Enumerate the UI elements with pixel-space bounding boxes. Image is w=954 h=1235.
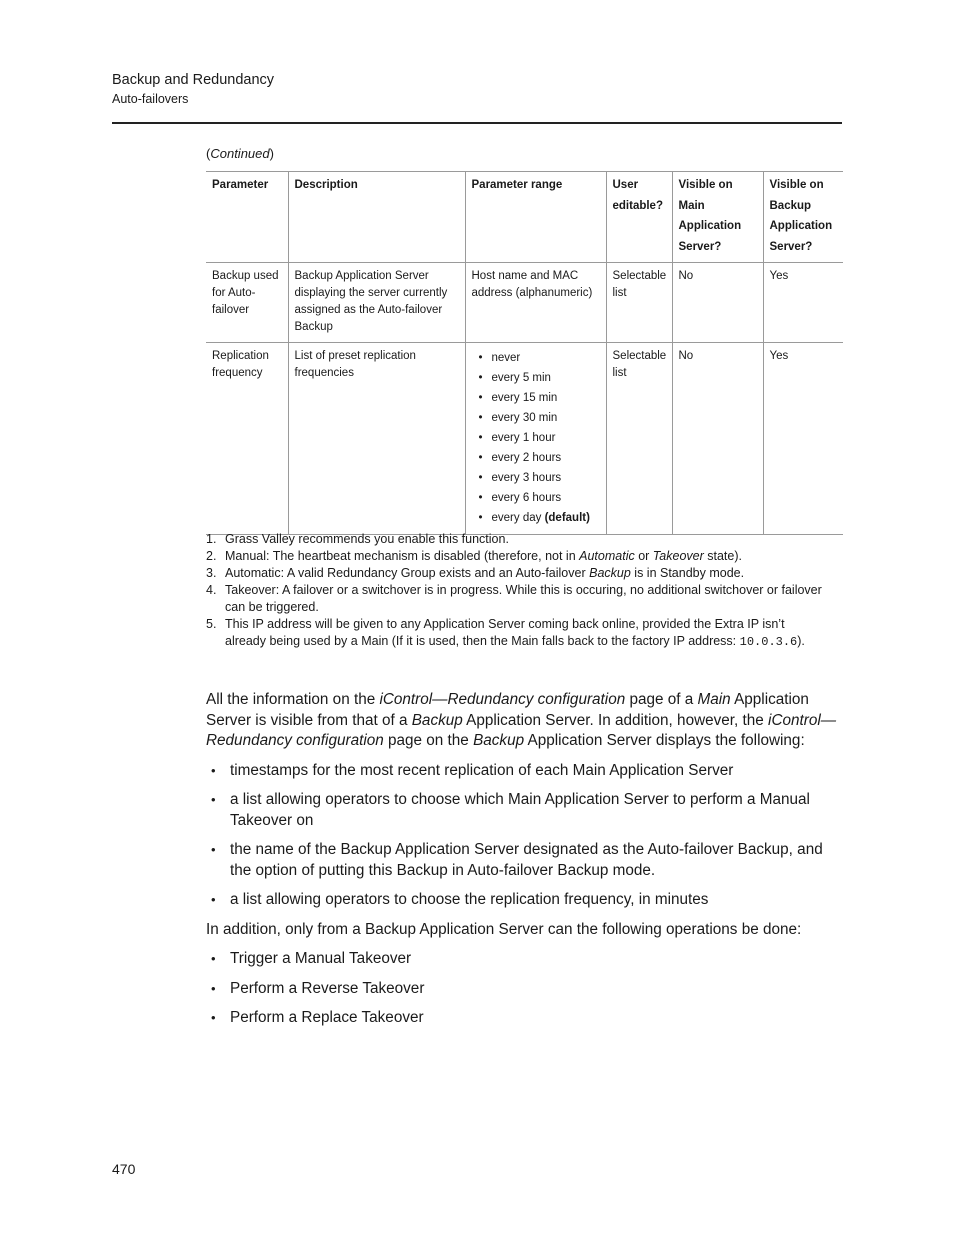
header-rule bbox=[112, 122, 842, 124]
backup-operations-list bbox=[206, 949, 846, 1029]
list-item: • a list allowing operators to choose which Main Application Server to perform a Manual Takeover on bbox=[206, 790, 846, 831]
table-row bbox=[206, 343, 843, 535]
table-header-row bbox=[206, 172, 843, 263]
section-title: Auto-failovers bbox=[112, 92, 189, 106]
frequency-list bbox=[472, 348, 601, 528]
list-item: • every day (default) bbox=[472, 508, 601, 528]
list-item: • every 15 min bbox=[472, 388, 601, 408]
table-cell: No bbox=[672, 263, 763, 343]
table-footnotes bbox=[206, 531, 826, 651]
body-text bbox=[206, 690, 846, 1038]
backup-features-list bbox=[206, 761, 846, 911]
list-item: • a list allowing operators to choose the replication frequency, in minutes bbox=[206, 890, 846, 911]
column-header: Visible on Main Application Server? bbox=[672, 172, 763, 263]
column-header: Parameter range bbox=[465, 172, 606, 263]
footnote: 2. Manual: The heartbeat mechanism is disabled (therefore, not in Automatic or Takeover state). bbox=[206, 549, 742, 563]
footnote: 3. Automatic: A valid Redundancy Group exists and an Auto-failover Backup is in Standby mode. bbox=[206, 566, 745, 580]
table-cell: Backup Application Server displaying the server currently assigned as the Auto-failover Backup bbox=[288, 263, 465, 343]
page-number: 470 bbox=[112, 1161, 136, 1177]
parameter-table bbox=[206, 171, 843, 535]
table-row bbox=[206, 263, 843, 343]
footnote: 1. Grass Valley recommends you enable this function. bbox=[206, 532, 509, 546]
footnote: 4. Takeover: A failover or a switchover is in progress. While this is occuring, no additional switchover or failover can be triggered. bbox=[206, 583, 822, 614]
table-cell: Backup used for Auto-failover bbox=[212, 270, 279, 316]
list-item: • every 1 hour bbox=[472, 428, 601, 448]
list-item: • every 30 min bbox=[472, 408, 601, 428]
list-item: • the name of the Backup Application Server designated as the Auto-failover Backup, and the option of putting this Backup in Auto-failover Backup mode. bbox=[206, 840, 846, 881]
column-header: Parameter bbox=[212, 179, 269, 191]
running-header bbox=[112, 70, 274, 108]
table-cell: Selectable list bbox=[606, 343, 672, 535]
list-item: • every 5 min bbox=[472, 368, 601, 388]
table-cell bbox=[465, 343, 606, 535]
list-item: • Perform a Replace Takeover bbox=[206, 1008, 846, 1029]
column-header: Visible on Backup Application Server? bbox=[763, 172, 843, 263]
factory-ip-address: 10.0.3.6 bbox=[739, 635, 798, 649]
list-item: • Perform a Reverse Takeover bbox=[206, 979, 846, 1000]
list-item: • timestamps for the most recent replication of each Main Application Server bbox=[206, 761, 846, 782]
list-item: • every 6 hours bbox=[472, 488, 601, 508]
chapter-title: Backup and Redundancy bbox=[112, 72, 275, 88]
table-cell: Replication frequency bbox=[212, 350, 269, 379]
table-cell: Host name and MAC address (alphanumeric) bbox=[465, 263, 606, 343]
operations-paragraph: In addition, only from a Backup Application Server can the following operations be done: bbox=[206, 920, 802, 938]
list-item: • never bbox=[472, 348, 601, 368]
table-cell: No bbox=[672, 343, 763, 535]
default-marker: (default) bbox=[544, 512, 590, 524]
table-cell: Selectable list bbox=[606, 263, 672, 343]
continued-label: (Continued) bbox=[206, 146, 274, 161]
table-cell: Yes bbox=[763, 263, 843, 343]
list-item: • Trigger a Manual Takeover bbox=[206, 949, 846, 970]
list-item: • every 2 hours bbox=[472, 448, 601, 468]
column-header: Description bbox=[288, 172, 465, 263]
intro-paragraph: All the information on the iControl—Redundancy configuration page of a Main Application Server is visible from that of a Backup Application Server. In addition, however, the iControl—Redundancy configuration page on the Backup Application Server displays the following: bbox=[206, 691, 837, 749]
table-cell: List of preset replication frequencies bbox=[288, 343, 465, 535]
footnote: 5. This IP address will be given to any Application Server coming back online, provided the Extra IP isn’t already being used by a Main (If it is used, then the Main falls back to the factory IP address: 10.0.3.6). bbox=[206, 617, 805, 649]
list-item: • every 3 hours bbox=[472, 468, 601, 488]
table-cell: Yes bbox=[763, 343, 843, 535]
column-header: User editable? bbox=[606, 172, 672, 263]
